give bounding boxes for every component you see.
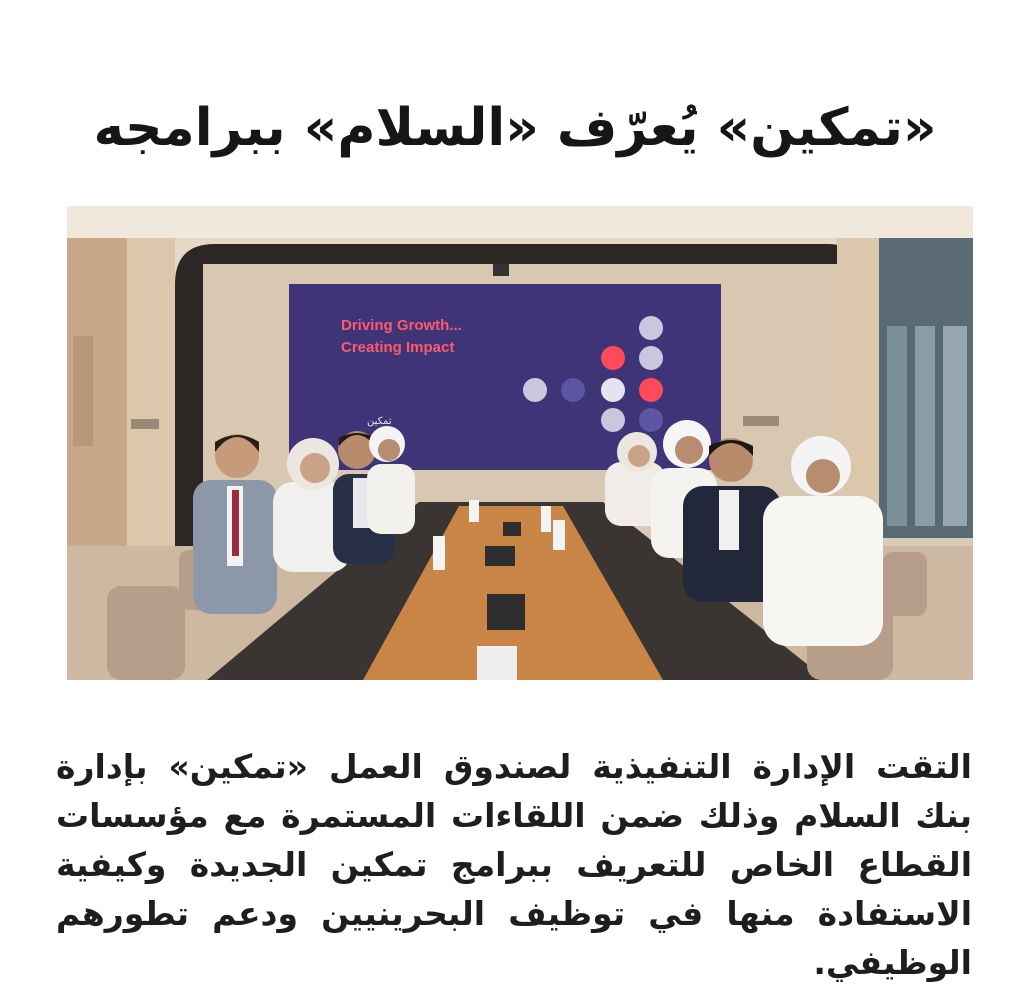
article-body: التقت الإدارة التنفيذية لصندوق العمل «تمكين» بإدارة بنك السلام وذلك ضمن اللقاءات المستمرة مع مؤسسات القطاع الخاص للتعريف ببرامج تمكين الجديدة وكيفية الاستفادة منها في توظيف البحرينيين ودعم تطورهم الوظيفي. — [56, 747, 972, 982]
meeting-photo — [67, 206, 973, 680]
article-headline: «تمكين» يُعرّف «السلام» ببرامجه — [93, 98, 937, 158]
screen-logo-text: تمكين — [367, 416, 392, 427]
screen-headline-line2: Creating Impact — [341, 339, 455, 356]
screen-headline-line1: Driving Growth... — [341, 317, 462, 334]
